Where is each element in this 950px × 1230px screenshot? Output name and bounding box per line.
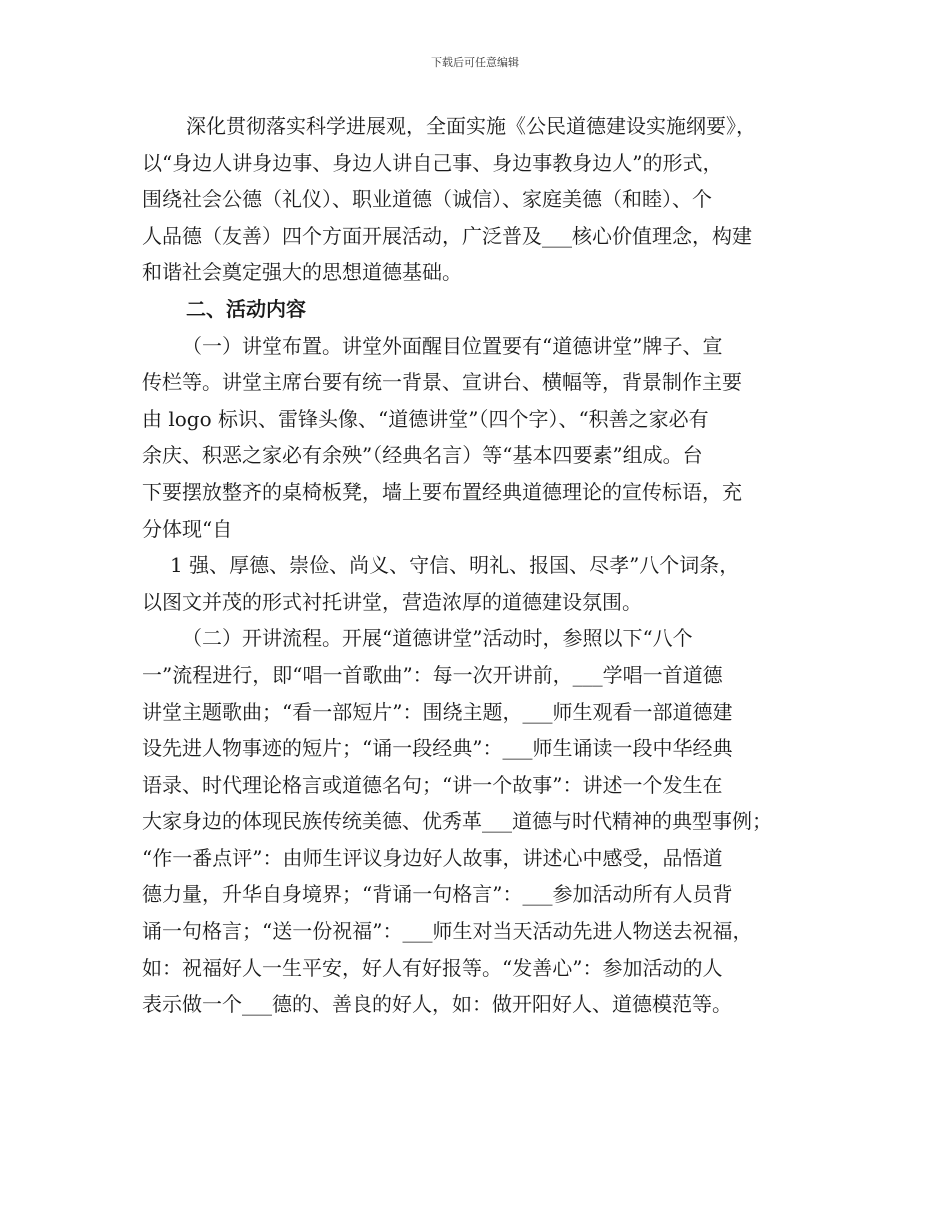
paragraph-line: 人品德（友善）四个方面开展活动，广泛普及___核心价值理念，构建 — [142, 223, 752, 248]
paragraph-line: （一）讲堂布置。讲堂外面醒目位置要有“道德讲堂”牌子、宣 — [182, 333, 723, 358]
paragraph-line: 讲堂主题歌曲；“看一部短片”：围绕主题，___师生观看一部道德建 — [142, 699, 733, 724]
paragraph-line: 以“身边人讲身边事、身边人讲自己事、身边事教身边人”的形式， — [142, 150, 723, 175]
paragraph-line: 语录、时代理论格言或道德名句；“讲一个故事”：讲述一个发生在 — [142, 772, 723, 797]
paragraph-line: 诵一句格言；“送一份祝福”：___师生对当天活动先进人物送去祝福， — [142, 919, 753, 944]
document-body — [142, 108, 820, 1023]
paragraph-line: 德力量，升华自身境界；“背诵一句格言”：___参加活动所有人员背 — [142, 882, 733, 907]
paragraph-line: 一”流程进行，即“唱一首歌曲”：每一次开讲前，___学唱一首道德 — [142, 662, 723, 687]
paragraph-line: 以图文并茂的形式衬托讲堂，营造浓厚的道德建设氛围。 — [142, 589, 642, 614]
page-header-note: 下载后可任意编辑 — [431, 56, 519, 69]
paragraph-line: 分体现“自 — [142, 516, 233, 541]
paragraph-line: （二）开讲流程。开展“道德讲堂”活动时，参照以下“八个 — [182, 626, 693, 651]
section-heading: 二、活动内容 — [186, 296, 306, 321]
paragraph-line: 表示做一个___德的、善良的好人，如：做开阳好人、道德模范等。 — [142, 992, 732, 1017]
paragraph-line: 由 logo 标识、雷锋头像、“道德讲堂”（四个字）、“积善之家必有 — [142, 406, 709, 431]
paragraph-line: 余庆、积恶之家必有余殃”（经典名言）等“基本四要素”组成。台 — [142, 443, 703, 468]
paragraph-line: 大家身边的体现民族传统美德、优秀革___道德与时代精神的典型事例； — [142, 809, 772, 834]
paragraph-line: 1 强、厚德、崇俭、尚义、守信、明礼、报国、尽孝”八个词条， — [170, 553, 740, 578]
paragraph-line: 下要摆放整齐的桌椅板凳，墙上要布置经典道德理论的宣传标语，充 — [142, 479, 742, 504]
paragraph-line: “作一番点评”：由师生评议身边好人故事，讲述心中感受，品悟道 — [142, 845, 723, 870]
paragraph-line: 设先进人物事迹的短片；“诵一段经典”：___师生诵读一段中华经典 — [142, 736, 733, 761]
paragraph-line: 围绕社会公德（礼仪）、职业道德（诚信）、家庭美德（和睦）、个 — [142, 187, 712, 212]
paragraph-line: 传栏等。讲堂主席台要有统一背景、宣讲台、横幅等，背景制作主要 — [142, 370, 742, 395]
paragraph-line: 深化贯彻落实科学进展观，全面实施《公民道德建设实施纲要》， — [186, 114, 756, 138]
paragraph-line: 如：祝福好人一生平安，好人有好报等。“发善心”：参加活动的人 — [142, 955, 723, 980]
paragraph-line: 和谐社会奠定强大的思想道德基础。 — [142, 260, 462, 285]
